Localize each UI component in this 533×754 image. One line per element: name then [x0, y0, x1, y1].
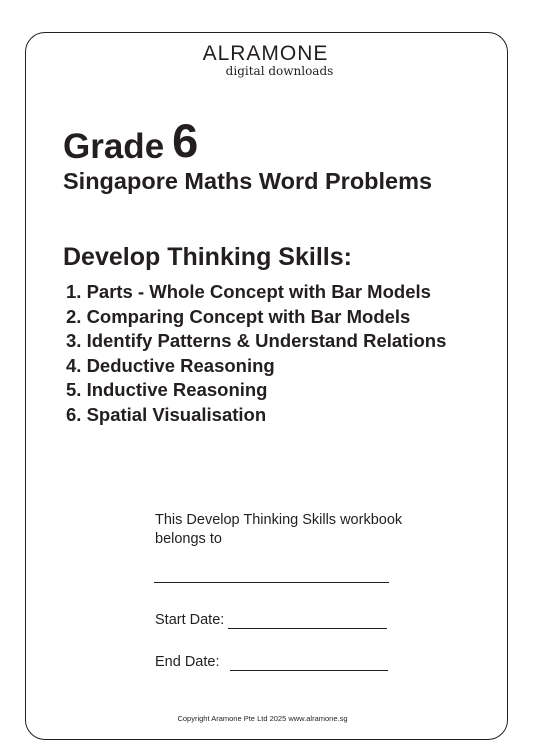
cover-subtitle: Singapore Maths Word Problems [63, 168, 433, 194]
grade-title [63, 113, 198, 167]
skill-item: 2. Comparing Concept with Bar Models [66, 305, 411, 327]
skill-item: 1. Parts - Whole Concept with Bar Models [66, 281, 431, 302]
copyright-notice: Copyright Aramone Pte Ltd 2025 www.alramone.sg [177, 714, 348, 723]
start-date-row [155, 611, 387, 629]
skill-item: 5. Inductive Reasoning [66, 379, 268, 401]
grade-word: Grade [63, 127, 165, 166]
end-date-label: End Date: [155, 654, 220, 670]
owner-line-2: belongs to [155, 530, 222, 547]
grade-number: 6 [172, 114, 199, 167]
owner-name-blank [154, 582, 389, 583]
skills-list [66, 280, 446, 428]
start-date-blank [228, 614, 387, 629]
skill-item: 3. Identify Patterns & Understand Relations [66, 330, 447, 352]
skills-heading: Develop Thinking Skills: [63, 243, 352, 271]
skill-item: 4. Deductive Reasoning [66, 354, 275, 376]
start-date-label: Start Date: [155, 612, 225, 628]
owner-statement [155, 511, 455, 548]
owner-line-1: This Develop Thinking Skills workbook [155, 512, 403, 528]
brand-logo [0, 42, 533, 78]
brand-tagline: digital downloads [225, 64, 334, 78]
end-date-blank [230, 656, 388, 671]
brand-name: ALRAMONE [202, 42, 329, 65]
skill-item: 6. Spatial Visualisation [66, 403, 267, 425]
end-date-row [155, 653, 388, 671]
